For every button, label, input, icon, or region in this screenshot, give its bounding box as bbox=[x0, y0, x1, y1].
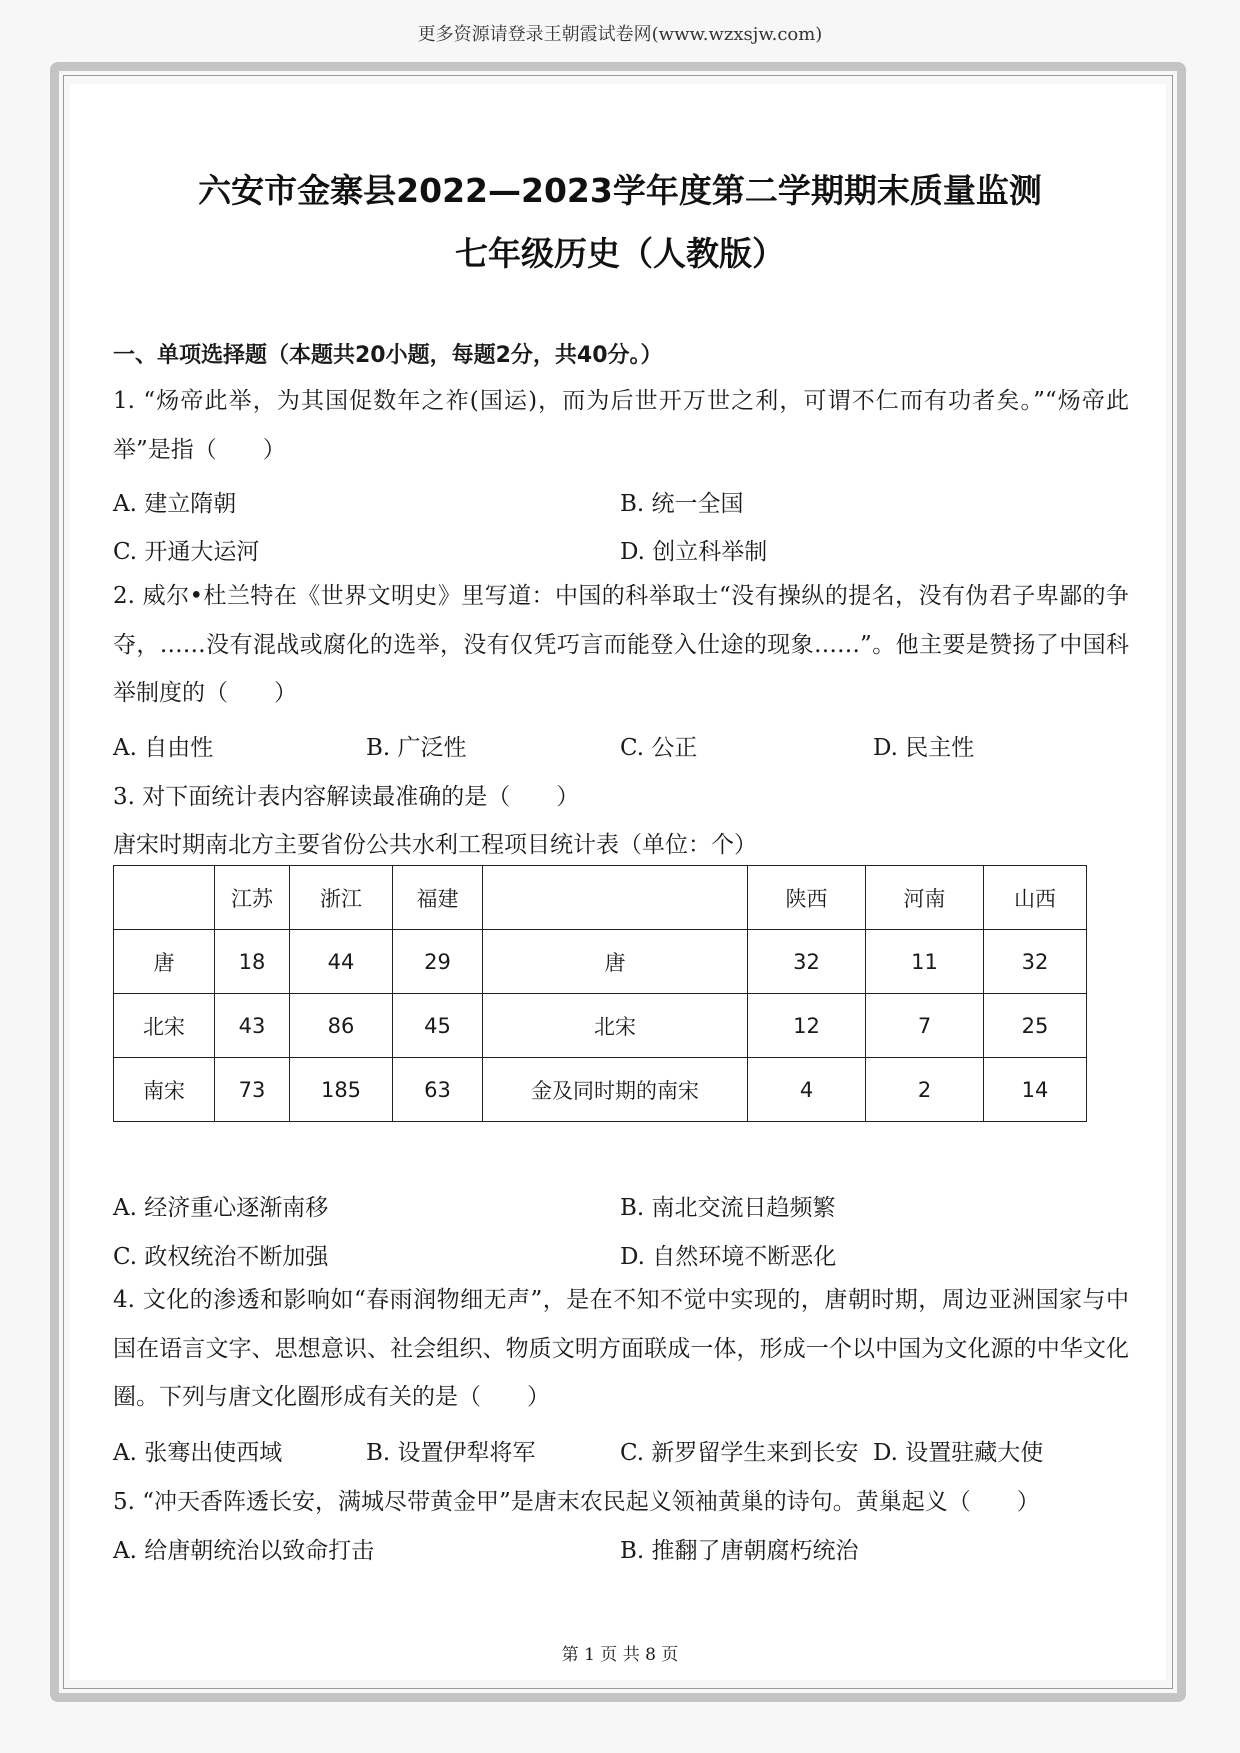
table-cell: 北宋 bbox=[114, 994, 215, 1058]
table-row bbox=[114, 930, 1087, 994]
question-4-option-d: D. 设置驻藏大使 bbox=[873, 1440, 1044, 1466]
table-cell: 32 bbox=[984, 930, 1087, 994]
table-cell: 45 bbox=[393, 994, 483, 1058]
table-cell: 北宋 bbox=[483, 994, 748, 1058]
table-cell: 4 bbox=[748, 1058, 866, 1122]
question-4-option-b: B. 设置伊犁将军 bbox=[366, 1440, 536, 1466]
question-2-option-b: B. 广泛性 bbox=[366, 735, 467, 761]
table-cell: 南宋 bbox=[114, 1058, 215, 1122]
table-cell: 32 bbox=[748, 930, 866, 994]
table-cell: 86 bbox=[290, 994, 393, 1058]
table-cell: 44 bbox=[290, 930, 393, 994]
table-row bbox=[114, 994, 1087, 1058]
table-cell: 18 bbox=[215, 930, 290, 994]
question-3-option-a: A. 经济重心逐渐南移 bbox=[113, 1195, 329, 1221]
table-cell: 唐 bbox=[483, 930, 748, 994]
table-header-cell: 福建 bbox=[393, 866, 483, 930]
page-number: 第 1 页 共 8 页 bbox=[561, 1645, 679, 1665]
table-header-cell: 浙江 bbox=[290, 866, 393, 930]
question-1-option-d: D. 创立科举制 bbox=[620, 539, 768, 565]
question-1-option-b: B. 统一全国 bbox=[620, 491, 744, 517]
table-cell: 7 bbox=[866, 994, 984, 1058]
table-header-cell: 山西 bbox=[984, 866, 1087, 930]
question-2-stem: 2. 威尔•杜兰特在《世界文明史》里写道：中国的科举取士“没有操纵的提名，没有伪君子卑鄙的争夺，……没有混战或腐化的选举，没有仅凭巧言而能登入仕途的现象……”。他主要是赞扬了中国科举制度的（ ） bbox=[113, 583, 1129, 706]
table-caption: 唐宋时期南北方主要省份公共水利工程项目统计表（单位：个） bbox=[113, 832, 757, 858]
table-row bbox=[114, 1058, 1087, 1122]
table-cell: 63 bbox=[393, 1058, 483, 1122]
table-cell: 14 bbox=[984, 1058, 1087, 1122]
table-cell: 185 bbox=[290, 1058, 393, 1122]
table-cell: 唐 bbox=[114, 930, 215, 994]
table-header-cell bbox=[483, 866, 748, 930]
question-5-stem: 5. “冲天香阵透长安，满城尽带黄金甲”是唐末农民起义领袖黄巢的诗句。黄巢起义（ ） bbox=[113, 1489, 1040, 1515]
exam-subtitle: 七年级历史（人教版） bbox=[455, 234, 785, 273]
question-5-option-b: B. 推翻了唐朝腐朽统治 bbox=[620, 1538, 859, 1564]
question-4-option-c: C. 新罗留学生来到长安 bbox=[620, 1440, 859, 1466]
question-2-option-c: C. 公正 bbox=[620, 735, 698, 761]
statistics-table bbox=[113, 865, 1087, 1122]
question-3-option-b: B. 南北交流日趋频繁 bbox=[620, 1195, 836, 1221]
question-1-option-c: C. 开通大运河 bbox=[113, 539, 260, 565]
question-4-option-a: A. 张骞出使西域 bbox=[113, 1440, 283, 1466]
question-3-option-d: D. 自然环境不断恶化 bbox=[620, 1244, 837, 1270]
table-cell: 11 bbox=[866, 930, 984, 994]
table-cell: 25 bbox=[984, 994, 1087, 1058]
table-cell: 金及同时期的南宋 bbox=[483, 1058, 748, 1122]
exam-title: 六安市金寨县2022—2023学年度第二学期期末质量监测 bbox=[198, 171, 1042, 210]
table-cell: 29 bbox=[393, 930, 483, 994]
table-cell: 73 bbox=[215, 1058, 290, 1122]
table-header-row bbox=[114, 866, 1087, 930]
section-heading: 一、单项选择题（本题共20小题，每题2分，共40分。） bbox=[113, 343, 663, 368]
question-4-stem: 4. 文化的渗透和影响如“春雨润物细无声”，是在不知不觉中实现的，唐朝时期，周边亚洲国家与中国在语言文字、思想意识、社会组织、物质文明方面联成一体，形成一个以中国为文化源的中华文化圈。下列与唐文化圈形成有关的是（ ） bbox=[113, 1287, 1129, 1410]
question-1-option-a: A. 建立隋朝 bbox=[113, 491, 237, 517]
question-5-option-a: A. 给唐朝统治以致命打击 bbox=[113, 1538, 375, 1564]
table-header-cell: 河南 bbox=[866, 866, 984, 930]
question-1-stem: 1. “炀帝此举，为其国促数年之祚(国运)，而为后世开万世之利，可谓不仁而有功者矣。”“炀帝此举”是指（ ） bbox=[113, 388, 1129, 463]
question-3-stem: 3. 对下面统计表内容解读最准确的是（ ） bbox=[113, 784, 580, 810]
site-banner: 更多资源请登录王朝霞试卷网(www.wzxsjw.com) bbox=[417, 24, 823, 45]
table-header-cell: 陕西 bbox=[748, 866, 866, 930]
table-header-cell bbox=[114, 866, 215, 930]
question-2-option-a: A. 自由性 bbox=[113, 735, 214, 761]
table-cell: 43 bbox=[215, 994, 290, 1058]
table-cell: 2 bbox=[866, 1058, 984, 1122]
table-header-cell: 江苏 bbox=[215, 866, 290, 930]
question-3-option-c: C. 政权统治不断加强 bbox=[113, 1244, 329, 1270]
question-2-option-d: D. 民主性 bbox=[873, 735, 975, 761]
table-cell: 12 bbox=[748, 994, 866, 1058]
